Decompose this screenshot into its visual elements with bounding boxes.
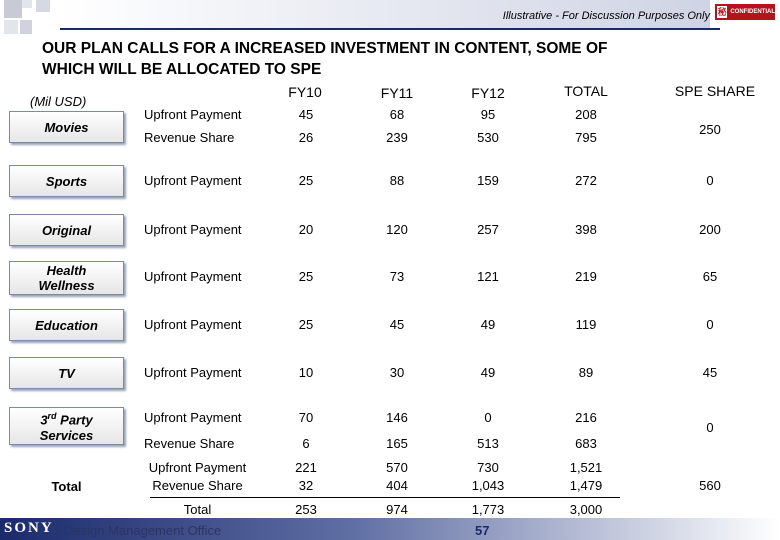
value-cell: 45: [298, 107, 314, 122]
value-cell: 146: [386, 410, 408, 425]
payment-type: Upfront Payment: [144, 317, 242, 332]
footer-office: Design Management Office: [64, 523, 222, 538]
value-cell: 0: [484, 410, 492, 425]
value-cell: 165: [386, 436, 408, 451]
value-cell: 32: [298, 478, 314, 493]
value-cell: 25: [298, 173, 314, 188]
value-cell: 159: [477, 173, 499, 188]
header-divider: [60, 28, 720, 30]
payment-type: Total: [183, 502, 212, 517]
row-label-third-party-services: [9, 407, 124, 445]
value-cell: 30: [389, 365, 405, 380]
page-title: [42, 38, 607, 80]
value-cell: 119: [575, 317, 597, 332]
payment-type: Upfront Payment: [148, 460, 247, 475]
value-cell-pair: [352, 459, 442, 495]
value-cell: 3,000: [569, 502, 603, 517]
value-cell: 70: [298, 410, 314, 425]
value-cell: 272: [575, 173, 597, 188]
value-cell: 120: [386, 222, 408, 237]
sony-logo: SONY: [4, 520, 54, 536]
value-cell: 45: [389, 317, 405, 332]
row-label-third-sup: rd: [47, 411, 57, 422]
value-cell-pair: [261, 459, 351, 495]
row-label-education: [9, 309, 124, 341]
column-header-fy10: FY10: [288, 84, 322, 100]
value-cell: 25: [298, 269, 314, 284]
decorative-square: [22, 0, 32, 8]
spe-share-value: 0: [706, 420, 714, 435]
spe-share-value: 250: [699, 122, 721, 137]
value-cell: 398: [575, 222, 597, 237]
value-cell: 974: [386, 502, 408, 517]
value-cell: 49: [480, 317, 496, 332]
row-label-third-line-2: Services: [39, 427, 94, 443]
title-line-2: WHICH WILL BE ALLOCATED TO SPE: [42, 61, 322, 78]
value-cell: 88: [389, 173, 405, 188]
row-label-health-wellness: [9, 261, 124, 295]
row-label-sports-text: Sports: [45, 173, 88, 189]
column-header-spe-share: SPE SHARE: [674, 83, 756, 99]
confidential-label: CONFIDENTIAL: [730, 9, 775, 15]
value-cell: 513: [477, 436, 499, 451]
payment-type-block: [140, 459, 255, 495]
payment-type: Upfront Payment: [144, 173, 242, 188]
page-number: 57: [475, 523, 490, 538]
decorative-square: [4, 20, 18, 34]
value-cell: 239: [386, 130, 408, 145]
value-cell: 95: [480, 107, 496, 122]
value-cell: 73: [389, 269, 405, 284]
row-label-tv: [9, 357, 124, 389]
value-cell: 68: [389, 107, 405, 122]
value-cell-pair: [443, 459, 533, 495]
spe-share-value: 65: [702, 269, 718, 284]
payment-type: Upfront Payment: [144, 222, 242, 237]
value-cell: 49: [480, 365, 496, 380]
value-cell: 570: [386, 460, 408, 475]
payment-type: Revenue Share: [152, 478, 243, 493]
value-cell-pair: [541, 459, 631, 495]
value-cell: 20: [298, 222, 314, 237]
row-label-health-line-1: Health: [46, 263, 87, 278]
payment-type: Upfront Payment: [144, 107, 242, 122]
column-header-fy11: FY11: [380, 85, 414, 101]
row-label-third-line-1: [40, 409, 92, 427]
row-label-education-text: Education: [35, 317, 98, 333]
confidential-badge: [715, 4, 775, 20]
value-cell: 208: [575, 107, 597, 122]
value-cell: 253: [295, 502, 317, 517]
payment-type: Revenue Share: [144, 436, 235, 451]
spe-share-value: 45: [702, 365, 718, 380]
value-cell: 683: [575, 436, 597, 451]
value-cell: 257: [477, 222, 499, 237]
decorative-square: [4, 0, 22, 18]
row-label-tv-text: TV: [58, 365, 75, 381]
value-cell: 216: [575, 410, 597, 425]
row-label-health-line-2: Wellness: [38, 278, 95, 293]
row-label-movies-text: Movies: [44, 119, 89, 135]
unit-note: (Mil USD): [30, 94, 87, 109]
payment-type: Upfront Payment: [144, 365, 242, 380]
row-label-original-text: Original: [41, 222, 92, 238]
spe-share-value: 0: [706, 173, 714, 188]
value-cell: 121: [477, 269, 499, 284]
value-cell: 404: [386, 478, 408, 493]
disclaimer: Illustrative - For Discussion Purposes Only: [502, 10, 710, 22]
value-cell: 10: [298, 365, 314, 380]
column-header-fy12: FY12: [471, 85, 505, 101]
value-cell: 25: [298, 317, 314, 332]
confidential-icon: 秘: [717, 7, 727, 17]
row-label-total: Total: [51, 479, 82, 494]
column-header-total: TOTAL: [564, 83, 608, 99]
spe-share-value: 0: [706, 317, 714, 332]
spe-share-value: 560: [699, 478, 721, 493]
row-label-third-num: 3: [40, 412, 48, 428]
row-label-movies: [9, 111, 124, 143]
decorative-square: [20, 20, 32, 34]
payment-type: Upfront Payment: [144, 269, 242, 284]
value-cell: 730: [477, 460, 499, 475]
decorative-square: [36, 0, 50, 12]
value-cell: 26: [298, 130, 314, 145]
payment-type: Upfront Payment: [144, 410, 242, 425]
value-cell: 219: [575, 269, 597, 284]
value-cell: 1,479: [569, 478, 603, 493]
value-cell: 795: [575, 130, 597, 145]
grand-total-divider: [150, 497, 620, 498]
row-label-sports: [9, 165, 124, 197]
value-cell: 1,773: [471, 502, 505, 517]
value-cell: 1,521: [569, 460, 603, 475]
payment-type: Revenue Share: [144, 130, 235, 145]
row-label-third-rest: Party: [56, 412, 93, 428]
value-cell: 6: [302, 436, 310, 451]
value-cell: 530: [477, 130, 499, 145]
value-cell: 221: [295, 460, 317, 475]
value-cell: 1,043: [471, 478, 505, 493]
spe-share-value: 200: [699, 222, 721, 237]
value-cell: 89: [578, 365, 594, 380]
row-label-original: [9, 214, 124, 246]
title-line-1: OUR PLAN CALLS FOR A INCREASED INVESTMENT IN CONTENT, SOME OF: [42, 40, 608, 57]
